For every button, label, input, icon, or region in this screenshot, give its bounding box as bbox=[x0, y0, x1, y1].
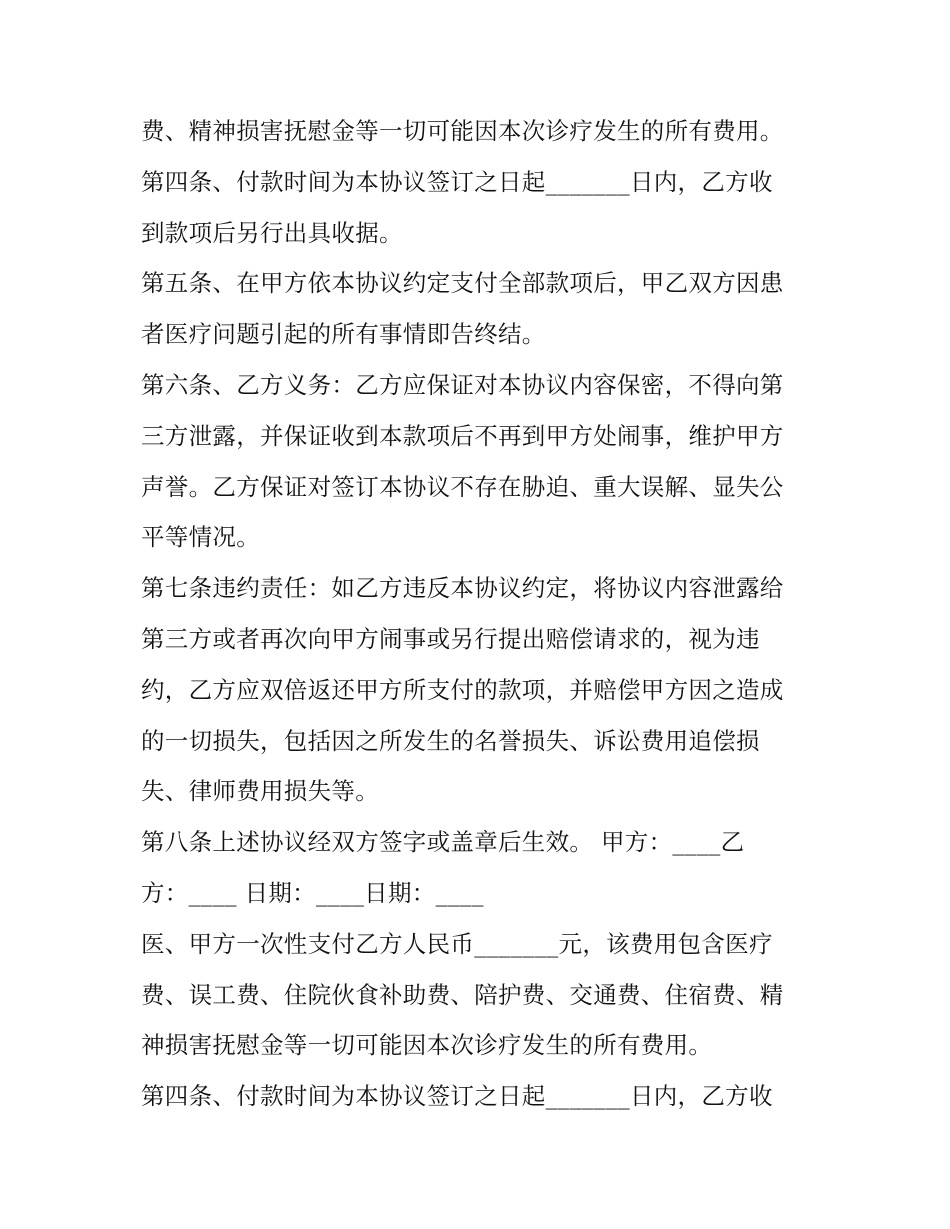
document-body bbox=[141, 106, 821, 1122]
text-line: 第三方或者再次向甲方闹事或另行提出赔偿请求的，视为违 bbox=[141, 624, 760, 653]
text-line: 方：____ 日期：____日期：____ bbox=[141, 878, 484, 907]
text-line: 神损害抚慰金等一切可能因本次诊疗发生的所有费用。 bbox=[141, 1031, 713, 1060]
text-line: 第四条、付款时间为本协议签订之日起_______日内，乙方收 bbox=[141, 167, 773, 196]
text-line: 失、律师费用损失等。 bbox=[141, 777, 379, 806]
text-line: 费、精神损害抚慰金等一切可能因本次诊疗发生的所有费用。 bbox=[141, 117, 784, 145]
text-line: 第四条、付款时间为本协议签订之日起_______日内，乙方收 bbox=[141, 1082, 773, 1111]
text-line: 到款项后另行出具收据。 bbox=[141, 218, 403, 247]
text-line: 三方泄露，并保证收到本款项后不再到甲方处闹事，维护甲方 bbox=[141, 421, 784, 450]
text-line: 第八条上述协议经双方签字或盖章后生效。 甲方：____乙 bbox=[141, 828, 745, 857]
text-line: 声誉。乙方保证对签订本协议不存在胁迫、重大误解、显失公 bbox=[141, 472, 784, 501]
text-line: 第五条、在甲方依本协议约定支付全部款项后，甲乙双方因患 bbox=[141, 269, 784, 298]
text-line: 的一切损失，包括因之所发生的名誉损失、诉讼费用追偿损 bbox=[141, 726, 760, 755]
text-line: 第七条违约责任：如乙方违反本协议约定，将协议内容泄露给 bbox=[141, 574, 784, 603]
text-line: 第六条、乙方义务：乙方应保证对本协议内容保密，不得向第 bbox=[141, 370, 784, 399]
text-line: 平等情况。 bbox=[141, 523, 260, 552]
text-line: 约，乙方应双倍返还甲方所支付的款项，并赔偿甲方因之造成 bbox=[141, 675, 784, 704]
text-line: 费、误工费、住院伙食补助费、陪护费、交通费、住宿费、精 bbox=[141, 980, 784, 1009]
text-line: 者医疗问题引起的所有事情即告终结。 bbox=[141, 320, 546, 349]
text-line: 医、甲方一次性支付乙方人民币_______元，该费用包含医疗 bbox=[141, 929, 773, 958]
